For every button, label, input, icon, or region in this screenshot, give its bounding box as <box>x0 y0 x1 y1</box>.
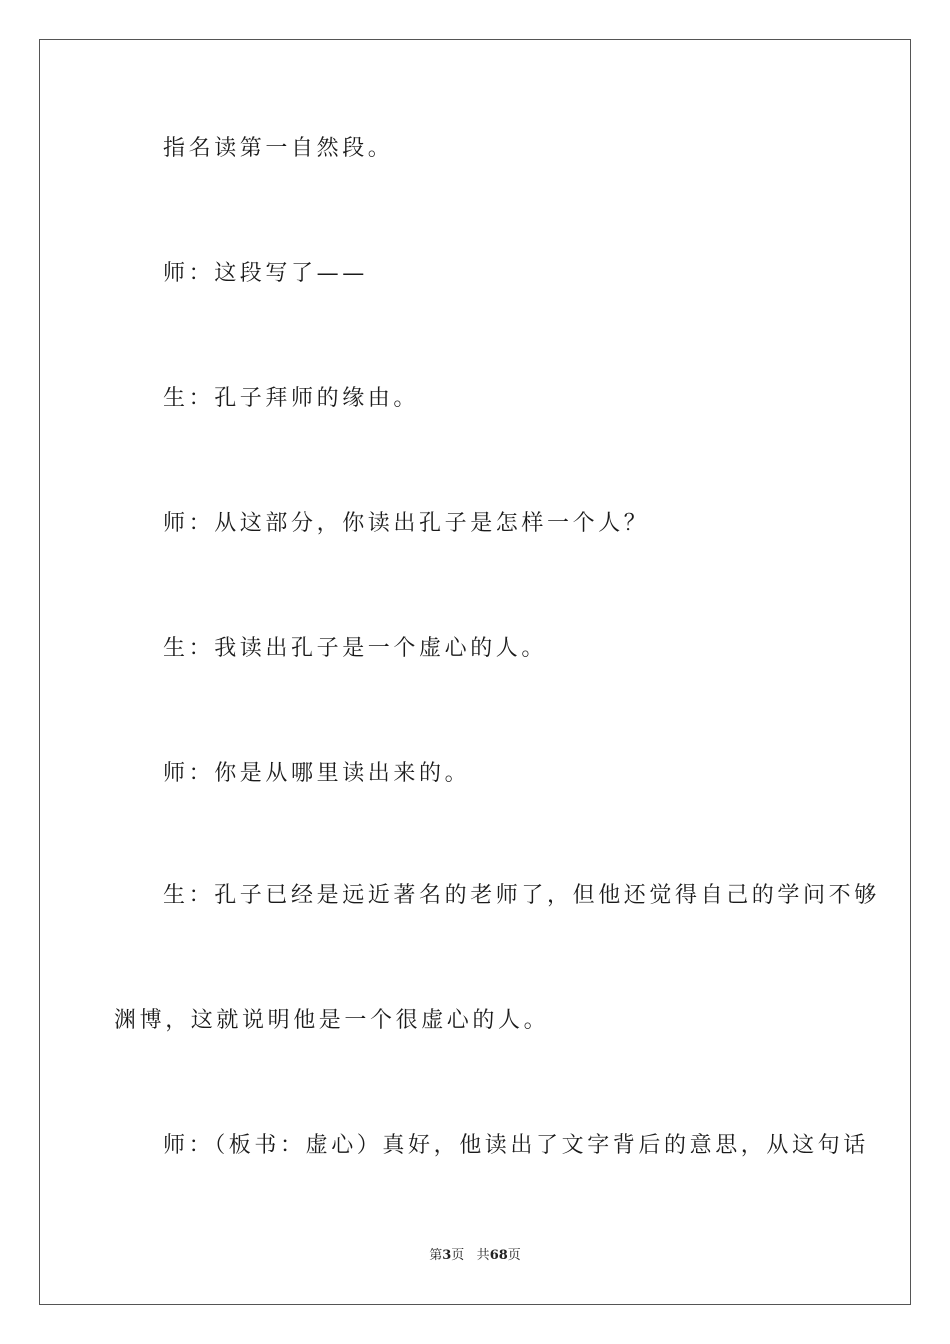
footer-total-pages: 68 <box>489 1248 508 1263</box>
paragraph-line: 生：孔子已经是远近著名的老师了，但他还觉得自己的学问不够 <box>163 883 880 908</box>
paragraph-line: 师：从这部分，你读出孔子是怎样一个人？ <box>163 511 650 536</box>
paragraph-line: 师：你是从哪里读出来的。 <box>163 761 471 786</box>
paragraph-line: 师：（板书：虚心）真好，他读出了文字背后的意思，从这句话 <box>163 1133 869 1158</box>
footer-page-prefix: 第 <box>429 1248 443 1263</box>
page-footer <box>0 1247 950 1265</box>
paragraph-line: 生：我读出孔子是一个虚心的人。 <box>163 636 548 661</box>
paragraph-line: 师：这段写了—— <box>163 261 368 286</box>
footer-current-page: 3 <box>442 1248 452 1263</box>
footer-total-prefix: 共 <box>476 1248 490 1263</box>
footer-total-suffix: 页 <box>507 1248 521 1263</box>
footer-page-suffix: 页 <box>451 1248 465 1263</box>
paragraph-line: 渊博，这就说明他是一个很虚心的人。 <box>114 1008 550 1033</box>
paragraph-line: 指名读第一自然段。 <box>163 136 394 161</box>
paragraph-line: 生：孔子拜师的缘由。 <box>163 386 420 411</box>
page-border <box>39 39 911 1305</box>
